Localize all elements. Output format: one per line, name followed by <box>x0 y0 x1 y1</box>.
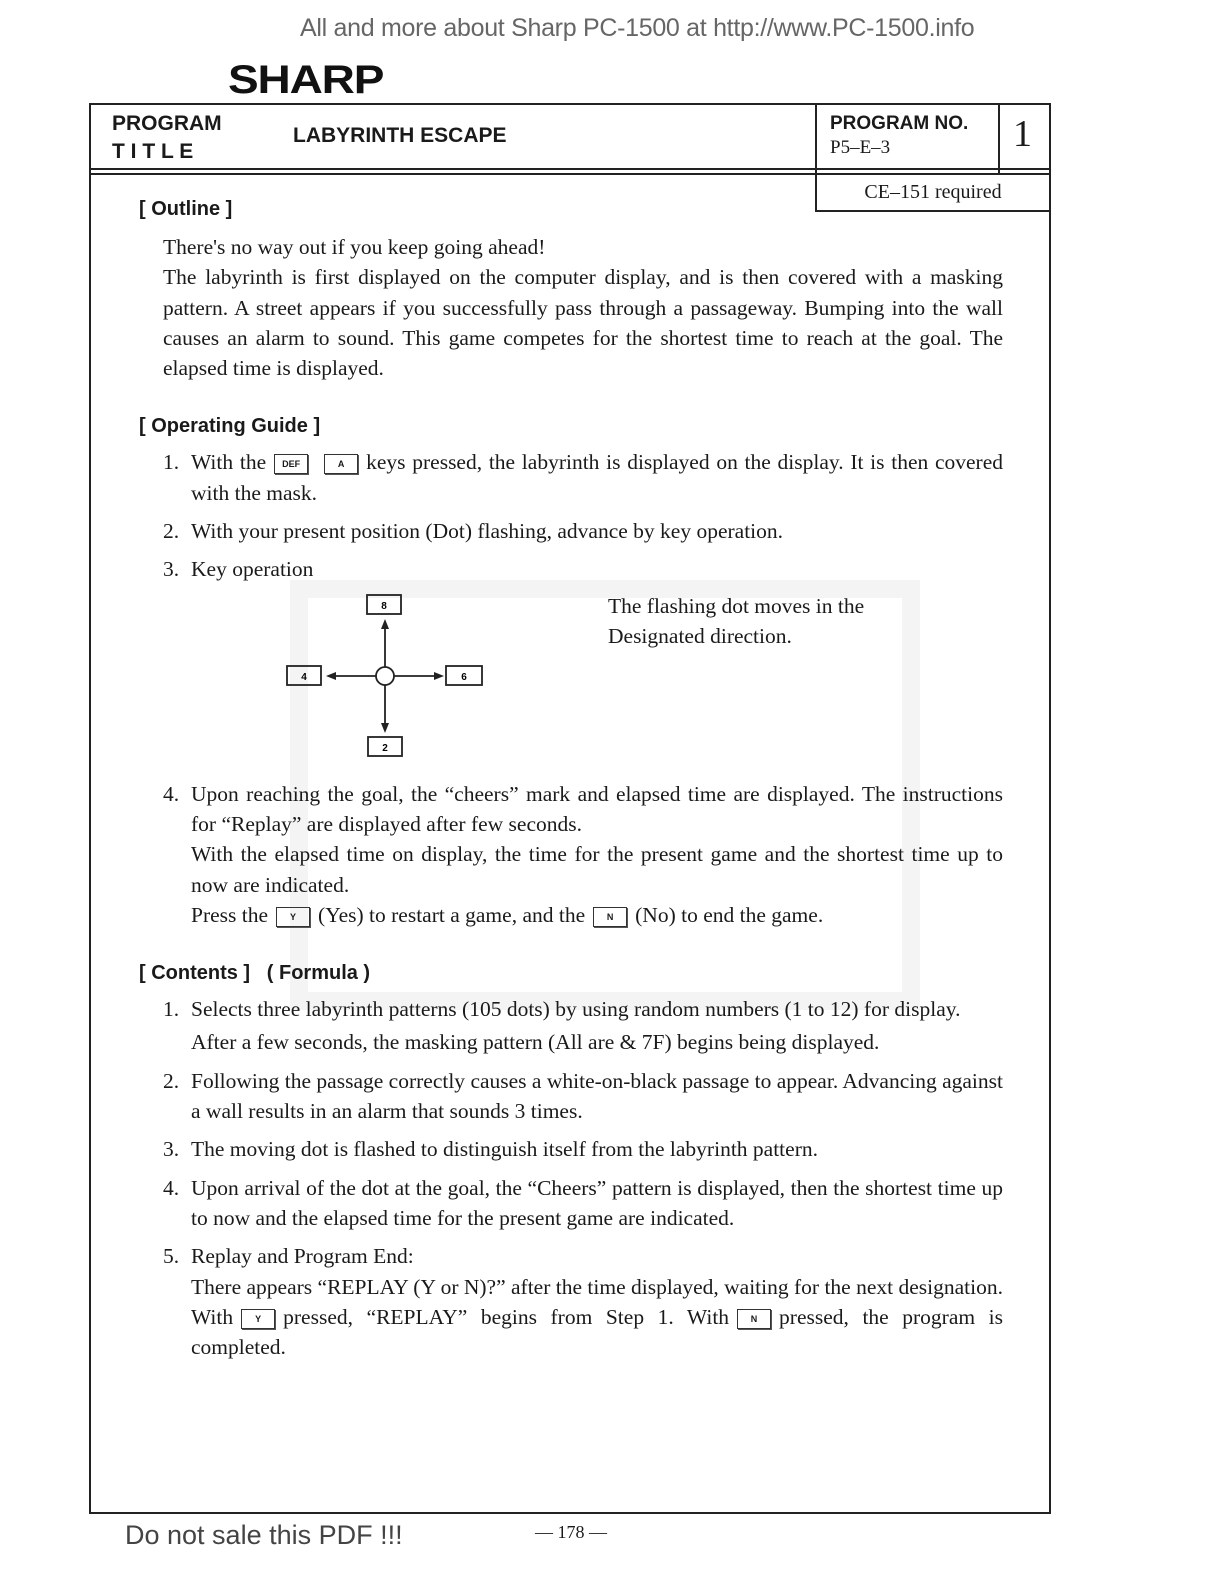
text: keys pressed, the labyrinth is displayed on the display. It is then covered with the mask. <box>191 450 1003 505</box>
text: Upon reaching the goal, the “cheers” mark and elapsed time are displayed. The instructions for “Replay” are displayed after few seconds. <box>191 781 1003 836</box>
arrow-up-icon <box>381 619 389 629</box>
sharp-logo: SHARP <box>228 58 384 102</box>
y-key-icon: Y <box>276 907 310 927</box>
item-number: 2. <box>163 519 180 544</box>
page-number: — 178 — <box>535 1522 607 1542</box>
requirement-box: CE–151 required <box>815 174 1051 212</box>
program-title-label <box>112 110 222 166</box>
key-6-label: 6 <box>461 671 467 683</box>
dot-icon <box>376 667 394 685</box>
text: Selects three labyrinth patterns (105 dots) by using random numbers (1 to 12) for display. <box>191 997 961 1022</box>
program-no-label: PROGRAM NO. <box>830 113 969 134</box>
n-key-icon: N <box>737 1309 771 1329</box>
contents-item-4 <box>137 1173 1003 1234</box>
text: After a few seconds, the masking pattern (All are & 7F) begins being displayed. <box>191 1030 880 1055</box>
contents-item-5 <box>137 1241 1003 1362</box>
text: There appears “REPLAY (Y or N)?” after the time displayed, waiting for the next designation. With <box>191 1274 1003 1329</box>
contents-item-2 <box>137 1066 1003 1127</box>
outline-line: There's no way out if you keep going ahead! <box>163 235 546 259</box>
y-key-icon: Y <box>241 1309 275 1329</box>
arrow-down-icon <box>381 723 389 733</box>
item-number: 3. <box>163 1137 180 1162</box>
item-number: 5. <box>163 1244 180 1269</box>
text: Key operation <box>191 557 314 582</box>
arrow-right-icon <box>434 672 444 680</box>
text: (No) to end the game. <box>635 902 824 927</box>
contents-item-1 <box>137 994 1003 1058</box>
program-label: PROGRAM <box>112 112 222 135</box>
document-body <box>137 196 1003 1362</box>
key-2-label: 2 <box>382 742 388 754</box>
key-direction-diagram <box>280 587 500 767</box>
item-number: 3. <box>163 557 180 582</box>
program-title: LABYRINTH ESCAPE <box>293 124 507 147</box>
n-key-icon: N <box>593 907 627 927</box>
text: With the elapsed time on display, the time for the present game and the shortest time up to now are indicated. <box>191 842 1003 897</box>
item-number: 1. <box>163 997 180 1022</box>
key-4-label: 4 <box>301 671 307 683</box>
text: With the <box>191 450 267 475</box>
text: Following the passage correctly causes a white-on-black passage to appear. Advancing against a wall results in an alarm that sounds 3 times. <box>191 1068 1003 1124</box>
divider <box>998 103 1000 173</box>
contents-item-3 <box>137 1134 1003 1164</box>
arrow-left-icon <box>326 672 336 680</box>
def-key-icon: DEF <box>274 454 308 474</box>
text: Replay and Program End: <box>191 1244 414 1269</box>
guide-item-4 <box>137 779 1003 930</box>
contents-label: [ Contents ] <box>139 962 251 985</box>
item-number: 4. <box>163 1175 180 1200</box>
outline-heading: [ Outline ] <box>139 198 233 220</box>
program-number: 1 <box>1013 113 1032 155</box>
header-divider <box>89 168 1051 170</box>
item-number: 4. <box>163 781 180 806</box>
divider <box>815 103 817 173</box>
outline-paragraph: The labyrinth is first displayed on the computer display, and is then covered with a masking pattern. A street appears if you successfully pass through a passageway. Bumping into the wall causes an alarm to sound. This game competes for the shortest time to reach at the goal. The elapsed time is displayed. <box>163 265 1003 381</box>
guide-item-2 <box>137 516 1003 546</box>
text: Upon arrival of the dot at the goal, the “Cheers” pattern is displayed, then the shortest time up to now and the elapsed time for the present game are indicated. <box>191 1175 1003 1230</box>
text: pressed, the program is completed. <box>191 1304 1003 1360</box>
site-banner: All and more about Sharp PC-1500 at http://www.PC-1500.info <box>300 14 975 42</box>
text: pressed, “REPLAY” begins from Step 1. With <box>283 1304 730 1329</box>
key-diagram-row <box>280 587 1003 771</box>
footer-notice: Do not sale this PDF !!! <box>125 1520 403 1550</box>
diagram-caption: The flashing dot moves in the Designated direction. <box>608 593 865 648</box>
outline-text <box>163 232 1003 383</box>
program-no: P5–E–3 <box>830 137 891 158</box>
item-number: 2. <box>163 1068 180 1093</box>
guide-item-1 <box>137 447 1003 508</box>
text: Press the <box>191 902 269 927</box>
a-key-icon: A <box>324 454 358 474</box>
text: (Yes) to restart a game, and the <box>318 902 586 927</box>
formula-label: ( Formula ) <box>266 962 371 985</box>
guide-heading: [ Operating Guide ] <box>139 415 321 438</box>
item-number: 1. <box>163 450 180 475</box>
text: With your present position (Dot) flashing, advance by key operation. <box>191 519 784 544</box>
contents-heading <box>139 960 1003 986</box>
guide-item-3 <box>137 554 1003 584</box>
title-label: T I T L E <box>112 140 194 163</box>
text: The moving dot is flashed to distinguish itself from the labyrinth pattern. <box>191 1137 818 1162</box>
key-8-label: 8 <box>381 600 387 612</box>
